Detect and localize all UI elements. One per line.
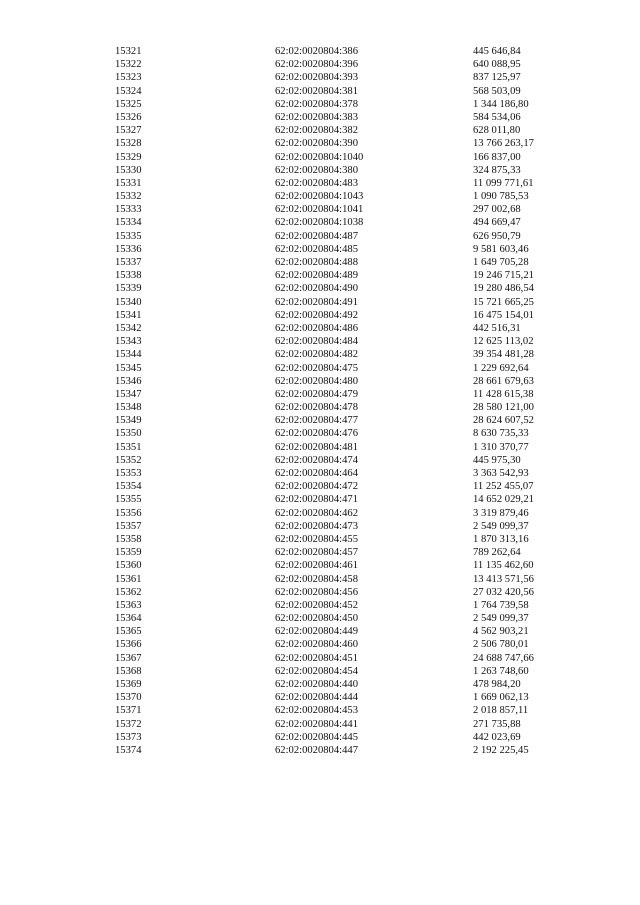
row-number: 15332 [115, 191, 142, 203]
cadastral-value: 28 580 121,00 [473, 402, 534, 414]
row-number: 15348 [115, 402, 142, 414]
cadastral-number: 62:02:0020804:487 [275, 230, 358, 242]
table-row [115, 137, 545, 150]
row-number: 15349 [115, 415, 142, 427]
row-number: 15368 [115, 665, 142, 677]
table-row [115, 612, 545, 625]
row-number: 15358 [115, 533, 142, 545]
cadastral-number: 62:02:0020804:477 [275, 415, 358, 427]
cadastral-number: 62:02:0020804:474 [275, 454, 358, 466]
cadastral-number: 62:02:0020804:451 [275, 652, 358, 664]
table-row [115, 124, 545, 137]
row-number: 15335 [115, 230, 142, 242]
row-number: 15342 [115, 322, 142, 334]
row-number: 15324 [115, 85, 142, 97]
row-number: 15321 [115, 46, 142, 57]
cadastral-value: 2 506 780,01 [473, 639, 529, 651]
cadastral-value: 15 721 665,25 [473, 296, 534, 308]
cadastral-number: 62:02:0020804:381 [275, 85, 358, 97]
cadastral-number: 62:02:0020804:440 [275, 679, 358, 690]
cadastral-number: 62:02:0020804:462 [275, 507, 358, 519]
table-row [115, 111, 545, 124]
table-row [115, 441, 545, 454]
row-number: 15345 [115, 362, 142, 374]
cadastral-number: 62:02:0020804:447 [275, 744, 358, 756]
cadastral-value: 1 669 062,13 [473, 692, 529, 704]
cadastral-value: 1 870 313,16 [473, 533, 529, 545]
cadastral-number: 62:02:0020804:444 [275, 692, 358, 704]
table-row [115, 151, 545, 164]
table-row [115, 45, 545, 58]
table-row [115, 704, 545, 717]
cadastral-value: 442 516,31 [473, 322, 521, 334]
cadastral-value: 1 229 692,64 [473, 362, 529, 374]
row-number: 15373 [115, 731, 142, 743]
cadastral-value: 3 363 542,93 [473, 468, 529, 479]
table-row [115, 164, 545, 177]
table-row [115, 691, 545, 704]
cadastral-number: 62:02:0020804:475 [275, 362, 358, 374]
row-number: 15352 [115, 454, 142, 466]
cadastral-value: 478 984,20 [473, 679, 521, 690]
cadastral-value: 3 319 879,46 [473, 507, 529, 519]
table-row [115, 203, 545, 216]
row-number: 15343 [115, 336, 142, 348]
row-number: 15334 [115, 217, 142, 229]
cadastral-value: 568 503,09 [473, 85, 521, 97]
cadastral-number: 62:02:0020804:464 [275, 468, 358, 479]
row-number: 15353 [115, 468, 142, 479]
cadastral-number: 62:02:0020804:453 [275, 705, 358, 717]
row-number: 15356 [115, 507, 142, 519]
row-number: 15359 [115, 547, 142, 559]
row-number: 15355 [115, 494, 142, 506]
row-number: 15337 [115, 257, 142, 268]
cadastral-number: 62:02:0020804:1041 [275, 204, 364, 216]
cadastral-number: 62:02:0020804:482 [275, 349, 358, 361]
table-row [115, 520, 545, 533]
table-row [115, 546, 545, 559]
cadastral-number: 62:02:0020804:481 [275, 441, 358, 453]
cadastral-value: 324 875,33 [473, 164, 521, 176]
cadastral-value: 789 262,64 [473, 547, 521, 559]
cadastral-number: 62:02:0020804:455 [275, 533, 358, 545]
table-row [115, 98, 545, 111]
row-number: 15361 [115, 573, 142, 585]
row-number: 15326 [115, 111, 142, 123]
cadastral-number: 62:02:0020804:478 [275, 402, 358, 414]
row-number: 15341 [115, 309, 142, 321]
cadastral-value: 11 252 455,07 [473, 481, 534, 493]
cadastral-number: 62:02:0020804:492 [275, 309, 358, 321]
row-number: 15364 [115, 613, 142, 625]
cadastral-number: 62:02:0020804:485 [275, 243, 358, 255]
cadastral-number: 62:02:0020804:454 [275, 665, 358, 677]
row-number: 15363 [115, 599, 142, 611]
cadastral-number: 62:02:0020804:450 [275, 613, 358, 625]
cadastral-value: 9 581 603,46 [473, 243, 529, 255]
cadastral-number: 62:02:0020804:490 [275, 283, 358, 295]
cadastral-value: 1 263 748,60 [473, 665, 529, 677]
cadastral-number: 62:02:0020804:488 [275, 257, 358, 268]
cadastral-value: 16 475 154,01 [473, 309, 534, 321]
row-number: 15351 [115, 441, 142, 453]
cadastral-number: 62:02:0020804:456 [275, 586, 358, 598]
cadastral-number: 62:02:0020804:461 [275, 560, 358, 572]
row-number: 15333 [115, 204, 142, 216]
cadastral-value: 28 624 607,52 [473, 415, 534, 427]
cadastral-value: 27 032 420,56 [473, 586, 534, 598]
row-number: 15344 [115, 349, 142, 361]
table-row [115, 599, 545, 612]
cadastral-number: 62:02:0020804:382 [275, 125, 358, 137]
table-row [115, 559, 545, 572]
cadastral-value: 19 246 715,21 [473, 270, 534, 282]
cadastral-value: 13 766 263,17 [473, 138, 534, 150]
row-number: 15325 [115, 98, 142, 110]
table-row [115, 322, 545, 335]
cadastral-value: 19 280 486,54 [473, 283, 534, 295]
table-row [115, 58, 545, 71]
row-number: 15362 [115, 586, 142, 598]
table-row [115, 744, 545, 757]
cadastral-value: 628 011,80 [473, 125, 521, 137]
cadastral-value: 271 735,88 [473, 718, 521, 730]
row-number: 15347 [115, 388, 142, 400]
row-number: 15357 [115, 520, 142, 532]
row-number: 15354 [115, 481, 142, 493]
table-row [115, 678, 545, 691]
table-row [115, 718, 545, 731]
table-row [115, 586, 545, 599]
table-row [115, 454, 545, 467]
table-row [115, 362, 545, 375]
cadastral-number: 62:02:0020804:383 [275, 111, 358, 123]
cadastral-number: 62:02:0020804:471 [275, 494, 358, 506]
cadastral-value: 11 135 462,60 [473, 560, 534, 572]
row-number: 15322 [115, 59, 142, 71]
cadastral-number: 62:02:0020804:1040 [275, 151, 364, 163]
row-number: 15371 [115, 705, 142, 717]
cadastral-value: 166 837,00 [473, 151, 521, 163]
cadastral-number: 62:02:0020804:484 [275, 336, 358, 348]
cadastral-value: 24 688 747,66 [473, 652, 534, 664]
cadastral-value: 640 088,95 [473, 59, 521, 71]
cadastral-number: 62:02:0020804:457 [275, 547, 358, 559]
table-row [115, 480, 545, 493]
table-row [115, 414, 545, 427]
cadastral-number: 62:02:0020804:386 [275, 46, 358, 57]
row-number: 15370 [115, 692, 142, 704]
table-row [115, 625, 545, 638]
table-row [115, 401, 545, 414]
table-row [115, 177, 545, 190]
table-row [115, 348, 545, 361]
table-row [115, 230, 545, 243]
cadastral-value: 11 099 771,61 [473, 177, 534, 189]
table-row [115, 427, 545, 440]
cadastral-number: 62:02:0020804:480 [275, 375, 358, 387]
cadastral-number: 62:02:0020804:472 [275, 481, 358, 493]
table-row [115, 573, 545, 586]
row-number: 15374 [115, 744, 142, 756]
row-number: 15327 [115, 125, 142, 137]
cadastral-number: 62:02:0020804:390 [275, 138, 358, 150]
cadastral-number: 62:02:0020804:393 [275, 72, 358, 84]
row-number: 15328 [115, 138, 142, 150]
table-row [115, 243, 545, 256]
cadastral-value: 28 661 679,63 [473, 375, 534, 387]
cadastral-value: 13 413 571,56 [473, 573, 534, 585]
row-number: 15367 [115, 652, 142, 664]
cadastral-value: 445 646,84 [473, 46, 521, 57]
cadastral-value: 12 625 113,02 [473, 336, 534, 348]
cadastral-number: 62:02:0020804:458 [275, 573, 358, 585]
table-row [115, 638, 545, 651]
cadastral-value: 1 310 370,77 [473, 441, 529, 453]
cadastral-value: 442 023,69 [473, 731, 521, 743]
table-row [115, 467, 545, 480]
table-row [115, 731, 545, 744]
cadastral-number: 62:02:0020804:441 [275, 718, 358, 730]
cadastral-value: 14 652 029,21 [473, 494, 534, 506]
cadastral-value: 445 975,30 [473, 454, 521, 466]
cadastral-value: 8 630 735,33 [473, 428, 529, 440]
cadastral-value: 1 764 739,58 [473, 599, 529, 611]
cadastral-value: 1 090 785,53 [473, 191, 529, 203]
table-row [115, 269, 545, 282]
cadastral-value: 11 428 615,38 [473, 388, 534, 400]
cadastral-value-table [115, 45, 545, 757]
row-number: 15372 [115, 718, 142, 730]
table-row [115, 216, 545, 229]
row-number: 15323 [115, 72, 142, 84]
cadastral-number: 62:02:0020804:396 [275, 59, 358, 71]
table-row [115, 282, 545, 295]
cadastral-value: 4 562 903,21 [473, 626, 529, 638]
cadastral-value: 2 549 099,37 [473, 520, 529, 532]
cadastral-number: 62:02:0020804:483 [275, 177, 358, 189]
cadastral-number: 62:02:0020804:445 [275, 731, 358, 743]
cadastral-number: 62:02:0020804:489 [275, 270, 358, 282]
cadastral-number: 62:02:0020804:449 [275, 626, 358, 638]
cadastral-value: 837 125,97 [473, 72, 521, 84]
row-number: 15369 [115, 679, 142, 690]
cadastral-value: 494 669,47 [473, 217, 521, 229]
row-number: 15366 [115, 639, 142, 651]
row-number: 15331 [115, 177, 142, 189]
row-number: 15340 [115, 296, 142, 308]
table-row [115, 309, 545, 322]
table-row [115, 493, 545, 506]
row-number: 15338 [115, 270, 142, 282]
cadastral-value: 1 344 186,80 [473, 98, 529, 110]
table-row [115, 665, 545, 678]
cadastral-number: 62:02:0020804:486 [275, 322, 358, 334]
row-number: 15336 [115, 243, 142, 255]
cadastral-number: 62:02:0020804:473 [275, 520, 358, 532]
cadastral-number: 62:02:0020804:380 [275, 164, 358, 176]
cadastral-number: 62:02:0020804:1038 [275, 217, 364, 229]
cadastral-value: 626 950,79 [473, 230, 521, 242]
cadastral-number: 62:02:0020804:491 [275, 296, 358, 308]
cadastral-value: 39 354 481,28 [473, 349, 534, 361]
table-row [115, 652, 545, 665]
cadastral-number: 62:02:0020804:476 [275, 428, 358, 440]
cadastral-value: 1 649 705,28 [473, 257, 529, 268]
row-number: 15329 [115, 151, 142, 163]
table-row [115, 190, 545, 203]
table-row [115, 296, 545, 309]
table-row [115, 533, 545, 546]
table-row [115, 85, 545, 98]
cadastral-number: 62:02:0020804:1043 [275, 191, 364, 203]
row-number: 15346 [115, 375, 142, 387]
table-row [115, 375, 545, 388]
table-row [115, 71, 545, 84]
cadastral-number: 62:02:0020804:479 [275, 388, 358, 400]
cadastral-value: 2 549 099,37 [473, 613, 529, 625]
cadastral-number: 62:02:0020804:378 [275, 98, 358, 110]
cadastral-value: 584 534,06 [473, 111, 521, 123]
table-row [115, 335, 545, 348]
cadastral-value: 297 002,68 [473, 204, 521, 216]
row-number: 15330 [115, 164, 142, 176]
cadastral-number: 62:02:0020804:452 [275, 599, 358, 611]
cadastral-value: 2 018 857,11 [473, 705, 529, 717]
cadastral-number: 62:02:0020804:460 [275, 639, 358, 651]
row-number: 15350 [115, 428, 142, 440]
row-number: 15339 [115, 283, 142, 295]
row-number: 15360 [115, 560, 142, 572]
table-row [115, 507, 545, 520]
cadastral-value: 2 192 225,45 [473, 744, 529, 756]
table-row [115, 256, 545, 269]
row-number: 15365 [115, 626, 142, 638]
table-row [115, 388, 545, 401]
